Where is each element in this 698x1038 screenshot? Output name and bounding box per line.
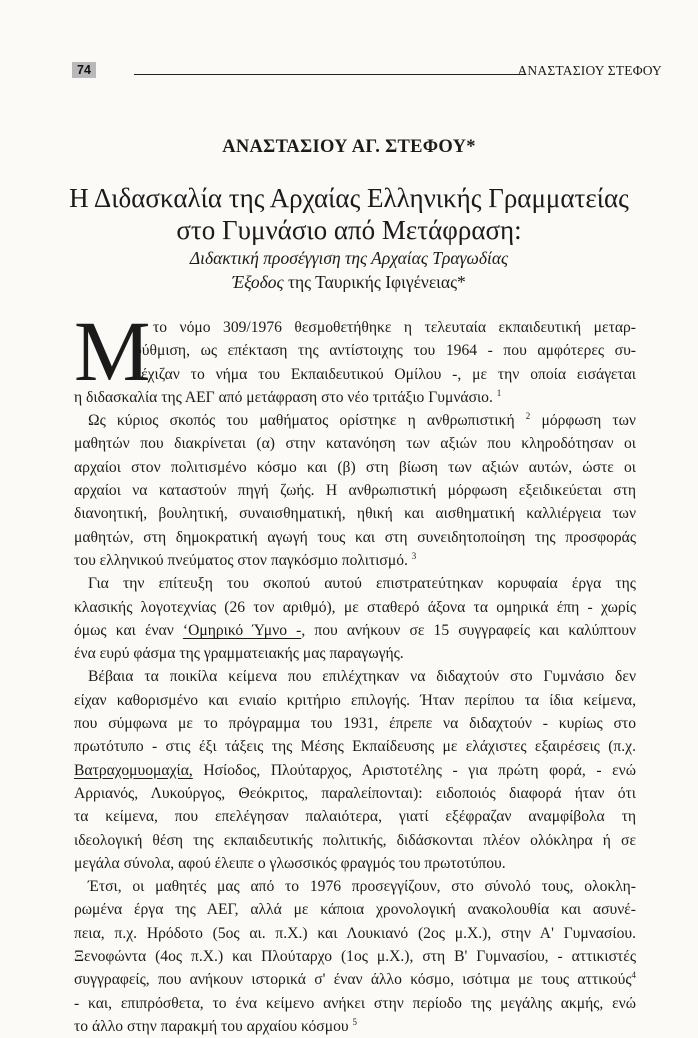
line-text: Ησίοδος, Πλούταρχος, Αριστοτέλης - για πρώτη φορά, - ενώ	[192, 761, 636, 779]
line-text: μόρφωση των	[530, 412, 636, 430]
footnote-ref: 2	[525, 411, 531, 421]
article-subtitle: Διδακτική προσέγγιση της Αρχαίας Τραγωδίας	[189, 248, 509, 268]
body-line: κλασικής λογοτεχνίας (26 τον αριθμό), με σταθερό άξονα τα ομηρικά έπη - χωρίς	[74, 598, 636, 616]
body-line	[74, 619, 636, 642]
body-line: ρωμένα έργα της ΑΕΓ, αλλά με κάποια χρονολογική ανακολουθία και ασυνέ-	[74, 901, 636, 919]
body-line: είχαν καθορισμένο και ενιαίο κριτήριο επιλογής. Ήταν περίπου τα ίδια κείμενα,	[74, 691, 636, 709]
body-line: Για την επίτευξη του σκοπού αυτού επιστρατεύτηκαν κορυφαία έργα της	[88, 575, 636, 593]
article-subtitle-2	[0, 270, 698, 294]
line-text: Ως κύριος σκοπός του μαθήματος ορίστηκε η ανθρωπιστική	[88, 412, 515, 430]
author-name: ΑΝΑΣΤΑΣΙΟΥ ΑΓ. ΣΤΕΦΟΥ*	[222, 137, 476, 157]
line-text: το άλλο στην παρακμή του αρχαίου κόσμου	[74, 1017, 349, 1035]
body-line	[74, 386, 636, 409]
body-line: νέχιζαν το νήμα του Εκπαιδευτικού Ομίλου -, με την οποία εισάγεται	[134, 365, 636, 383]
body-line: μαθητών που διακρίνεται (α) στην κατανόηση των αξιών που κληροδότησαν οι	[74, 435, 636, 453]
body-line: ε το νόμο 309/1976 θεσμοθετήθηκε η τελευταία εκπαιδευτική μεταρ-	[134, 319, 636, 336]
footnote-ref: 4	[631, 970, 636, 981]
running-title: ΑΝΑΣΤΑΣΙΟΥ ΣΤΕΦΟΥ	[517, 63, 662, 78]
body-text	[74, 303, 636, 1038]
body-line: Έτσι, οι μαθητές μας από το 1976 προσεγγίζουν, στο σύνολό τους, ολοκλη-	[88, 878, 636, 896]
body-line: Ξενοφώντα (4ος π.Χ.) και Πλούταρχο (1ος μ.Χ.), στη Β' Γυμνασίου, - αττικιστές	[74, 948, 636, 966]
subtitle-upright-part: της Ταυρικής Ιφιγένειας*	[283, 272, 466, 292]
body-line: αρχαίοι στον πολιτισμένο κόσμο και (β) στη βίωση των αξιών αυτών, ώστε οι	[74, 458, 636, 476]
body-line: ένα ευρύ φάσμα της γραμματειακής μας παραγωγής.	[74, 645, 404, 663]
footnote-ref: 3	[411, 550, 417, 561]
body-line: Βέβαια τα ποικίλα κείμενα που επιλέχτηκαν να διδαχτούν στο Γυμνάσιο δεν	[88, 668, 636, 686]
body-line: - και, επιπρόσθετα, το ένα κείμενο ανήκει στην περίοδο της μεγάλης ακμής, ενώ	[74, 994, 636, 1012]
line-text: , που ανήκουν σε 15 συγγραφείς και καλύπτουν	[301, 621, 636, 639]
body-line: που σύμφωνα με το πρόγραμμα του 1931, έπρεπε να διδαχτούν - κυρίως στο	[74, 715, 636, 733]
body-line: Αρριανός, Λυκούργος, Θεόκριτος, παραλείπονται): ειδοποιός διαφορά ήταν ότι	[74, 784, 636, 802]
header-rule	[134, 74, 526, 75]
line-text: του ελληνικού πνεύματος στον παγκόσμιο πολιτισμό.	[74, 551, 408, 569]
body-line	[74, 1015, 636, 1038]
body-line: ιδεολογική θέση της εκπαιδευτικής πολιτικής, διδάσκονται πλέον ολόκληρα ή σε	[74, 831, 636, 849]
body-line	[74, 549, 636, 572]
body-line: ρύθμιση, ως επέκταση της αντίστοιχης του 1964 - που αμφότερες συ-	[134, 342, 636, 360]
running-header	[72, 62, 662, 84]
footnote-ref: 5	[352, 1016, 357, 1027]
body-line: πρωτότυπο - στις έξι τάξεις της Μέσης Εκπαίδευσης με ελάχιστες εξαιρέσεις (π.χ.	[74, 738, 636, 756]
article-title-line: στο Γυμνάσιο από Μετάφραση:	[176, 215, 522, 245]
underlined-title: Βατραχομυομαχία,	[74, 761, 193, 779]
body-line: τα κείμενα, που επελέγησαν παλαιότερα, γιατί εξέφραζαν αναμφίβολα τη	[74, 808, 636, 826]
body-line: πεια, π.χ. Ηρόδοτο (5ος αι. π.Χ.) και Λουκιανό (2ος μ.Χ.), στην Α' Γυμνασίου.	[74, 924, 636, 942]
line-text: όμως και έναν	[74, 621, 183, 639]
article-title-block	[0, 182, 698, 294]
subtitle-italic-part: Έξοδος	[232, 272, 284, 292]
drop-cap: Μ	[74, 303, 151, 399]
footnote-ref: 1	[496, 387, 502, 398]
page-number: 74	[72, 62, 96, 78]
body-line: μαθητών, στη δημοκρατική αγωγή τους και στη συνειδητοποίηση της προσφοράς	[74, 528, 636, 546]
body-line: μεγάλα σύνολα, αφού έλειπε ο γλωσσικός φραγμός του πρωτοτύπου.	[74, 854, 506, 872]
body-line: διανοητική, βουλητική, συναισθηματική, ηθική και αισθηματική καλλιέργεια των	[74, 505, 636, 523]
body-line	[74, 409, 636, 432]
article-title-line: Η Διδασκαλία της Αρχαίας Ελληνικής Γραμματείας	[69, 183, 629, 213]
line-text: η διδασκαλία της ΑΕΓ από μετάφραση στο νέο τριτάξιο Γυμνάσιο.	[74, 388, 493, 406]
body-line	[74, 968, 636, 991]
line-text: συγγραφείς, που ανήκουν ιστορικά σ' έναν άλλο κόσμο, ισότιμα με τους αττικούς	[74, 971, 632, 989]
body-line	[74, 759, 636, 782]
body-line: αρχαίοι να καταστούν πηγή ζωής. Η ανθρωπιστική μόρφωση εξειδικεύεται στη	[74, 482, 636, 500]
underlined-title: ‘Ομηρικό Ύμνο -	[182, 621, 302, 639]
